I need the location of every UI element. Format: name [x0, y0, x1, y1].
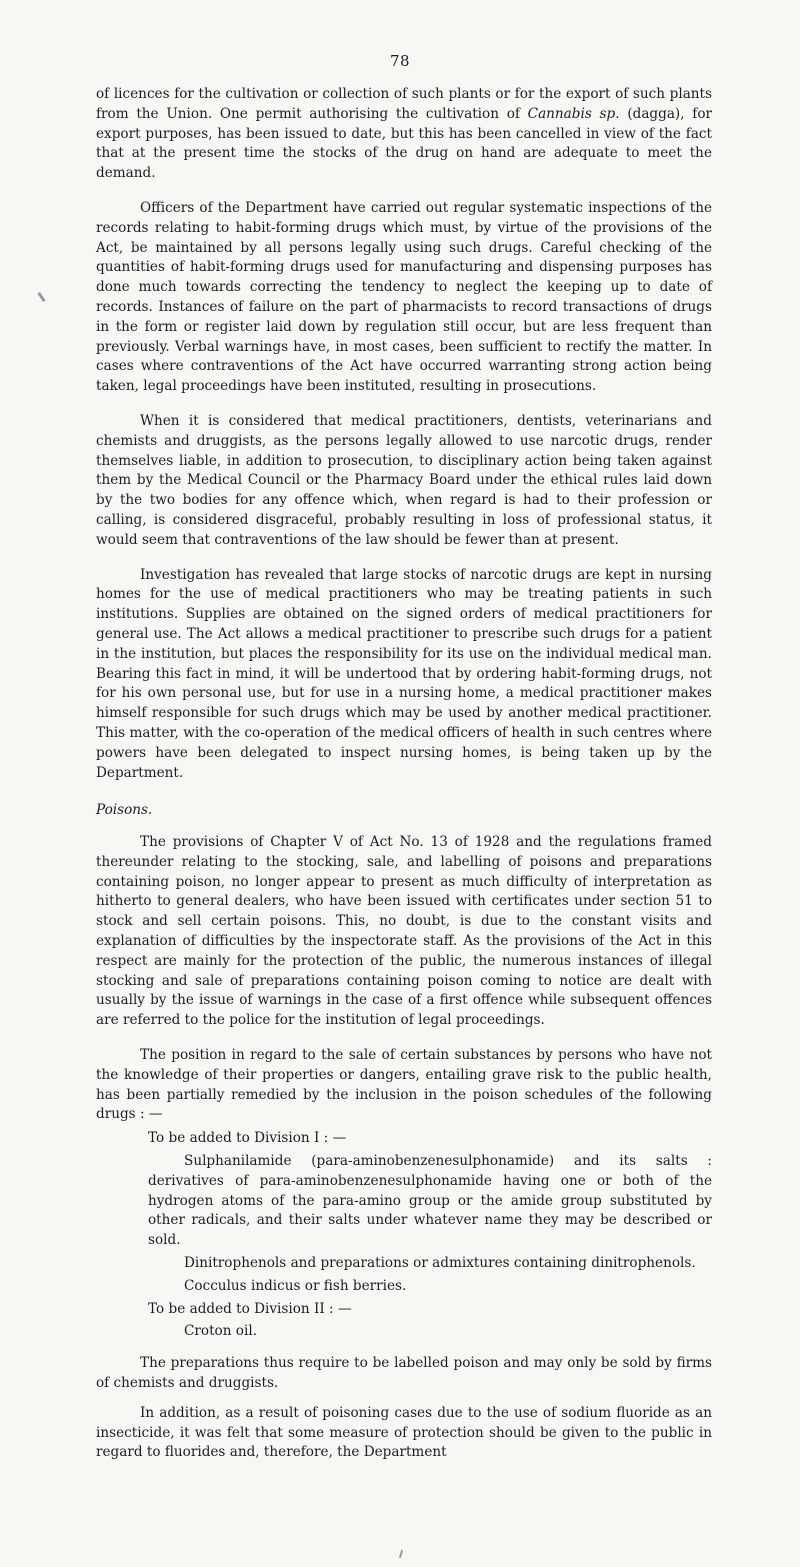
- paragraph-poison-schedules: The position in regard to the sale of certain substances by persons who have not the knowledge of their properties or dangers, entailing grave risk to the public health, has been partially remedied by the inclusion in the poison schedules of the following drugs : —: [96, 1047, 712, 1123]
- paragraph-fluorides: In addition, as a result of poisoning cases due to the use of sodium fluoride as an insecticide, it was felt that some measure of protection should be given to the public in regard to fluorides and, therefore, the Department: [96, 1404, 712, 1461]
- paragraph-practitioners: When it is considered that medical practitioners, dentists, veterinarians and chemists and druggists, as the persons legally allowed to use narcotic drugs, render themselves liable, in addition to prosecution, to disciplinary action being taken against them by the Medical Council or the Pharmacy Board under the ethical rules laid down by the two bodies for any offence which, when regard is had to their profession or calling, is considered disgraceful, probably resulting in loss of professional status, it would seem that contraventions of the law should be fewer than at present.: [96, 412, 712, 548]
- scan-mark: [37, 292, 45, 302]
- paragraph-text: (dagga), for export purposes, has been issued to date, but this has been cancelled in view of the fact that at the present time the stocks of the drug on hand are adequate to meet the demand.: [96, 105, 713, 182]
- division-1-label: To be added to Division I : —: [148, 1130, 347, 1147]
- paragraph-continuation: [96, 85, 712, 184]
- scan-mark: [399, 1550, 403, 1558]
- section-heading-poisons: Poisons.: [96, 802, 153, 819]
- division-1-item: Sulphanilamide (para-aminobenzenesulphonamide) and its salts : derivatives of para-aminobenzenesulphonamide having one or both of the hydrogen atoms of the para-amino group or the amide group substituted by other radicals, and their salts under whatever name they may be described or sold.: [148, 1153, 712, 1249]
- division-2-label: To be added to Division II : —: [148, 1300, 352, 1317]
- division-1-item: Cocculus indicus or fish berries.: [184, 1277, 407, 1294]
- paragraph-poisons-provisions: The provisions of Chapter V of Act No. 13 of 1928 and the regulations framed thereunder relating to the stocking, sale, and labelling of poisons and preparations containing poison, no longer appear to present as much difficulty of interpretation as hitherto to general dealers, who have been issued with certificates under section 51 to stock and sell certain poisons. This, no doubt, is due to the constant visits and explanation of difficulties by the inspectorate staff. As the provisions of the Act in this respect are mainly for the protection of the public, the numerous instances of illegal stocking and sale of preparations containing poison coming to notice are dealt with usually by the issue of warnings in the case of a first offence while subsequent offences are referred to the police for the institution of legal proceedings.: [96, 834, 712, 1029]
- paragraph-inspections: Officers of the Department have carried out regular systematic inspections of the records relating to habit-forming drugs which must, by virtue of the provisions of the Act, be maintained by all persons legally using such drugs. Careful checking of the quantities of habit-forming drugs used for manufacturing and dispensing purposes has done much towards correcting the tendency to neglect the keeping up to date of records. Instances of failure on the part of pharmacists to record transactions of drugs in the form or register laid down by regulation still occur, but are less frequent than previously. Verbal warnings have, in most cases, been sufficient to rectify the matter. In cases where contraventions of the Act have occurred warranting strong action being taken, legal proceedings have been instituted, resulting in prosecutions.: [96, 199, 712, 395]
- paragraph-text: of licences for the cultivation or collection of such plants or for the export of such plants from the Union. One permit authorising the cultivation of: [96, 86, 712, 122]
- page-number: 78: [389, 52, 411, 70]
- division-2-item: Croton oil.: [184, 1323, 258, 1340]
- paragraph-labelling: The preparations thus require to be labelled poison and may only be sold by firms of chemists and druggists.: [96, 1355, 712, 1392]
- italic-term: Cannabis sp.: [527, 105, 620, 122]
- paragraph-nursing-homes: Investigation has revealed that large stocks of narcotic drugs are kept in nursing homes for the use of medical practitioners who may be treating patients in such institutions. Supplies are obtained on the signed orders of medical practitioners for general use. The Act allows a medical practitioner to prescribe such drugs for a patient in the institution, but places the responsibility for its use on the individual medical man. Bearing this fact in mind, it will be undertood that by ordering habit-forming drugs, not for his own personal use, but for use in a nursing home, a medical practitioner makes himself responsible for such drugs which may be used by another medical practitioner. This matter, with the co-operation of the medical officers of health in such centres where powers have been delegated to inspect nursing homes, is being taken up by the Department.: [96, 566, 712, 781]
- body-text: [96, 85, 712, 1478]
- division-1-item: Dinitrophenols and preparations or admixtures containing dinitrophenols.: [184, 1255, 696, 1272]
